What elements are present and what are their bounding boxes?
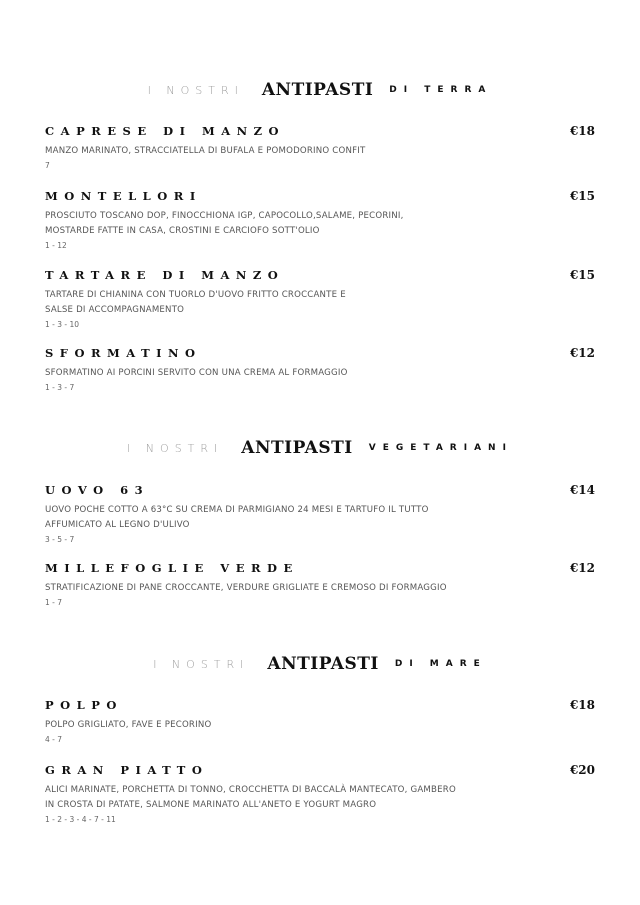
menu-item	[45, 697, 595, 746]
item-allergens: 1 - 3 - 7	[45, 383, 75, 392]
menu-item	[45, 345, 595, 394]
item-price: €12	[569, 346, 595, 360]
description-line: SFORMATINO AI PORCINI SERVITO CON UNA CREMA AL FORMAGGIO	[45, 368, 348, 378]
menu-item	[45, 123, 595, 172]
section-subtitle: DI MARE	[394, 659, 487, 669]
section-heading	[0, 438, 640, 458]
section-heading	[0, 80, 640, 100]
item-name: CAPRESE DI MANZO	[45, 124, 286, 138]
item-allergens: 1 - 3 - 10	[45, 320, 80, 329]
item-name: TARTARE DI MANZO	[45, 268, 285, 282]
section-title: ANTIPASTI	[241, 438, 353, 458]
item-description	[45, 783, 595, 813]
menu-item	[45, 188, 595, 252]
menu-item	[45, 482, 595, 546]
item-price: €20	[569, 763, 595, 777]
menu-item	[45, 560, 595, 609]
item-allergens: 1 - 2 - 3 - 4 - 7 - 11	[45, 815, 116, 824]
description-line: POLPO GRIGLIATO, FAVE E PECORINO	[45, 720, 212, 730]
item-allergens: 1 - 7	[45, 598, 63, 607]
menu-item	[45, 267, 595, 331]
item-price: €15	[569, 189, 595, 203]
description-line: PROSCIUTO TOSCANO DOP, FINOCCHIONA IGP, CAPOCOLLO,SALAME, PECORINI,	[45, 211, 404, 221]
description-line: IN CROSTA DI PATATE, SALMONE MARINATO ALL'ANETO E YOGURT MAGRO	[45, 800, 377, 810]
item-allergens: 7	[45, 161, 50, 170]
item-price: €15	[569, 268, 595, 282]
description-line: MOSTARDE FATTE IN CASA, CROSTINI E CARCIOFO SOTT'OLIO	[45, 226, 320, 236]
item-description	[45, 366, 595, 381]
section-subtitle: VEGETARIANI	[368, 443, 513, 453]
item-description	[45, 718, 595, 733]
item-name: MILLEFOGLIE VERDE	[45, 561, 299, 575]
item-allergens: 3 - 5 - 7	[45, 535, 75, 544]
item-name: POLPO	[45, 698, 123, 712]
item-description	[45, 209, 595, 239]
item-price: €12	[569, 561, 595, 575]
item-allergens: 1 - 12	[45, 241, 67, 250]
item-price: €18	[569, 124, 595, 138]
section-title: ANTIPASTI	[267, 654, 379, 674]
item-description	[45, 581, 595, 596]
section-prefix: I NOSTRI	[153, 657, 250, 671]
section-heading	[0, 654, 640, 674]
item-description	[45, 503, 595, 533]
item-price: €14	[569, 483, 595, 497]
description-line: SALSE DI ACCOMPAGNAMENTO	[45, 305, 185, 315]
description-line: AFFUMICATO AL LEGNO D'ULIVO	[45, 520, 190, 530]
item-name: SFORMATINO	[45, 346, 202, 360]
item-name: GRAN PIATTO	[45, 763, 209, 777]
description-line: UOVO POCHE COTTO A 63°C SU CREMA DI PARMIGIANO 24 MESI E TARTUFO IL TUTTO	[45, 505, 429, 515]
section-prefix: I NOSTRI	[127, 441, 224, 455]
section-prefix: I NOSTRI	[147, 83, 244, 97]
section-subtitle: DI TERRA	[389, 85, 493, 95]
item-description	[45, 144, 595, 159]
section-title: ANTIPASTI	[261, 80, 374, 100]
description-line: MANZO MARINATO, STRACCIATELLA DI BUFALA E POMODORINO CONFIT	[45, 146, 366, 156]
item-allergens: 4 - 7	[45, 735, 63, 744]
item-name: MONTELLORI	[45, 189, 202, 203]
description-line: STRATIFICAZIONE DI PANE CROCCANTE, VERDURE GRIGLIATE E CREMOSO DI FORMAGGIO	[45, 583, 447, 593]
item-price: €18	[569, 698, 595, 712]
item-name: UOVO 63	[45, 483, 150, 497]
description-line: ALICI MARINATE, PORCHETTA DI TONNO, CROCCHETTA DI BACCALÀ MANTECATO, GAMBERO	[45, 785, 456, 795]
item-description	[45, 288, 595, 318]
menu-item	[45, 762, 595, 826]
description-line: TARTARE DI CHIANINA CON TUORLO D'UOVO FRITTO CROCCANTE E	[45, 290, 346, 300]
